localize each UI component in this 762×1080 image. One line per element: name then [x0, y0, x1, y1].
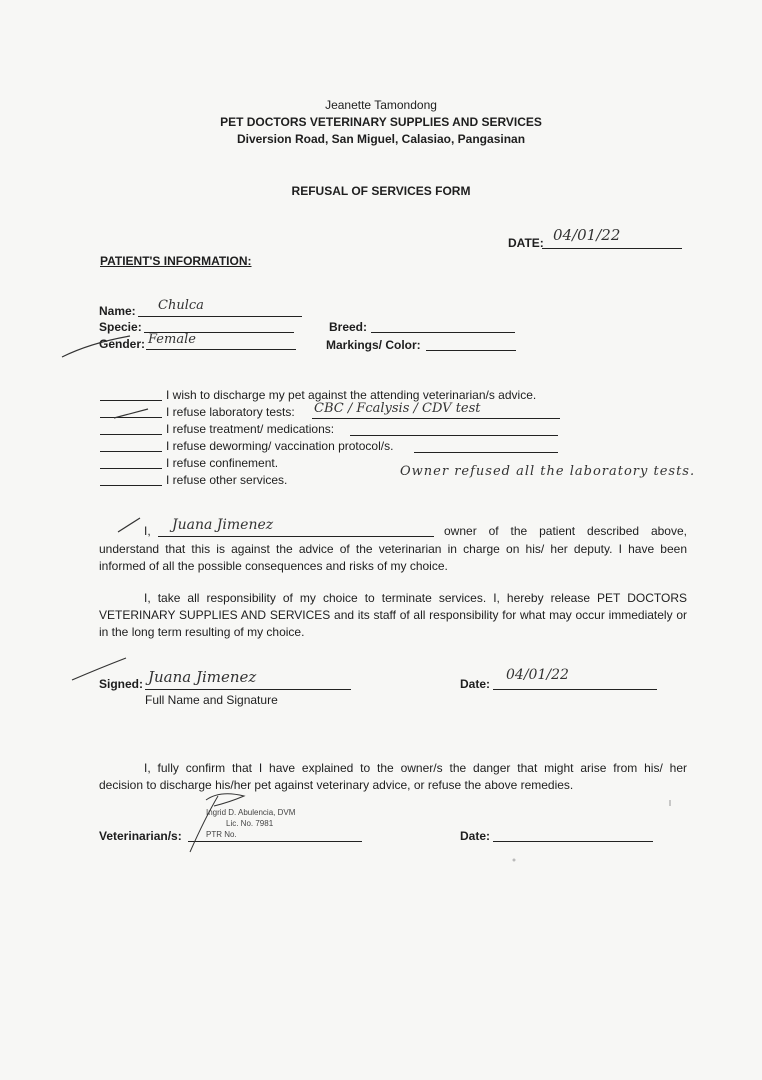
statement-line2: understand that this is against the advice of the veterinarian in charge on his/ her deputy. I have been [99, 542, 687, 556]
check-mark-stroke [114, 409, 148, 418]
clinic-owner: Jeanette Tamondong [325, 98, 437, 112]
speck [513, 859, 516, 862]
option-text: I refuse laboratory tests: [166, 405, 295, 419]
owner-name-value: Juana Jimenez [172, 517, 274, 533]
option-text: I refuse treatment/ medications: [166, 422, 335, 436]
signed-date-value: 04/01/22 [506, 667, 569, 683]
confirm-line2: decision to discharge his/her pet against veterinary advice, or refuse the above remedies. [99, 778, 574, 792]
name-label: Name: [99, 304, 136, 318]
clinic-address: Diversion Road, San Miguel, Calasiao, Pangasinan [236, 132, 526, 146]
vet-signature-stroke [190, 796, 218, 852]
vet-signature-stroke [206, 794, 244, 806]
gender-label: Gender: [99, 337, 146, 351]
check-mark-stroke [118, 518, 140, 532]
handwritten-note: Owner refused all the laboratory tests. [400, 464, 696, 479]
option-text: I refuse deworming/ vaccination protocol/s. [166, 439, 394, 453]
check-mark-stroke [72, 658, 126, 680]
date-label: DATE: [508, 236, 544, 250]
vet-stamp-name: Ingrid D. Abulencia, DVM [206, 808, 296, 817]
vet-stamp-lic: Lic. No. 7981 [226, 819, 274, 828]
markings-label: Markings/ Color: [326, 338, 421, 352]
confirm-line1: I, fully confirm that I have explained to the owner/s the danger that might arise from his/ her [144, 761, 687, 775]
vet-stamp-ptr: PTR No. [206, 830, 237, 839]
specie-label: Specie: [99, 320, 142, 334]
signed-value: Juana Jimenez [148, 668, 257, 686]
name-value: Chulca [158, 298, 204, 313]
option-text: I wish to discharge my pet against the attending veterinarian/s advice. [166, 388, 537, 402]
check-mark-stroke [62, 336, 130, 357]
full-name-caption: Full Name and Signature [145, 693, 278, 707]
patient-section-title: PATIENT'S INFORMATION: [100, 254, 252, 268]
release-line3: in the long term resulting of my choice. [99, 625, 305, 639]
lab-tests-value: CBC / Fcalysis / CDV test [314, 401, 481, 416]
vet-date-label: Date: [460, 829, 491, 843]
statement-line1: owner of the patient described above, [444, 524, 687, 538]
statement-line3: informed of all the possible consequences and risks of my choice. [99, 559, 448, 573]
option-text: I refuse other services. [166, 473, 288, 487]
statement-prefix: I, [144, 524, 151, 538]
signed-date-label: Date: [460, 677, 491, 691]
breed-label: Breed: [329, 320, 368, 334]
form-title: REFUSAL OF SERVICES FORM [291, 184, 471, 198]
veterinarian-label: Veterinarian/s: [99, 829, 182, 843]
release-line1: I, take all responsibility of my choice to terminate services. I, hereby release PET DOCTORS [144, 591, 687, 605]
date-value: 04/01/22 [553, 226, 621, 244]
gender-value: Female [148, 332, 196, 347]
signed-label: Signed: [99, 677, 143, 691]
clinic-name: PET DOCTORS VETERINARY SUPPLIES AND SERVICES [220, 115, 542, 129]
option-text: I refuse confinement. [166, 456, 279, 470]
release-line2: VETERINARY SUPPLIES AND SERVICES and its staff of all responsibility for what may occur immediately or [99, 608, 687, 622]
